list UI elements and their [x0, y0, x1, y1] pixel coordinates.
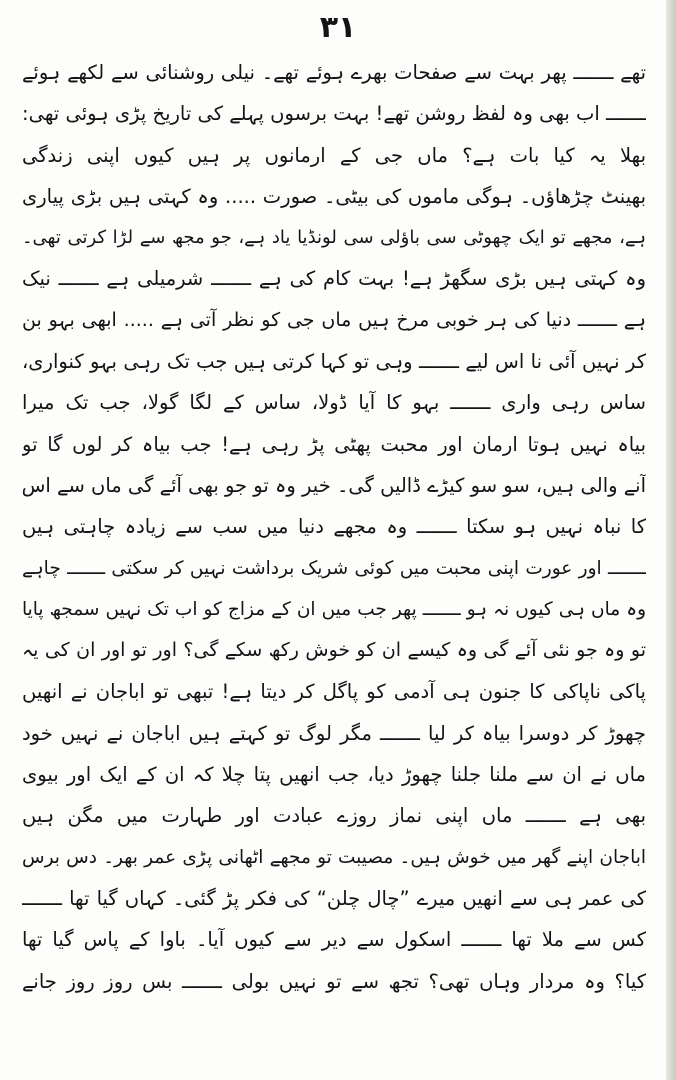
text-line: کی عمر ہی سے انھیں میرے ”چال چلن“ کی فکر پڑ گئی۔ کہاں گیا تھا ـــــــ	[22, 886, 646, 910]
text-line: بیاہ نہیں ہوتا ارمان اور محبت پھٹی پڑ رہی ہے! جب بیاہ کر لوں گا تو	[22, 432, 646, 456]
text-line: بھلا یہ کیا بات ہے؟ ماں جی کے ارمانوں پر ہیں کیوں اپنی زندگی	[22, 143, 646, 167]
text-line: بھینٹ چڑھاؤں۔ ہوگی ماموں کی بیٹی۔ صورت ..... وہ کہتی ہیں بڑی پیاری	[22, 184, 646, 208]
text-line: وہ کہتی ہیں بڑی سگھڑ ہے! بہت کام کی ہے ـــــــ شرمیلی ہے ـــــــ نیک	[22, 267, 646, 291]
text-line: کیا؟ وہ مردار وہاں تھی؟ تجھ سے تو نہیں بولی ـــــــ بس روز روز جانے	[22, 969, 646, 993]
text-line: آنے والی ہیں، سو سو کیڑے ڈالیں گی۔ خیر وہ تو جو بھی آئے گی ماں سے اس	[22, 473, 646, 497]
text-line: ـــــــ اور عورت اپنی محبت میں کوئی شریک برداشت نہیں کر سکتی ـــــــ چاہے	[22, 557, 646, 579]
text-line: بھی ہے ـــــــ ماں اپنی نماز روزے عبادت اور طہارت میں مگن ہیں	[22, 804, 646, 828]
page-body-text	[22, 52, 646, 1002]
text-line: تو وہ جو نئی آئے گی وہ کیسے ان کو خوش رکھ سکے گی؟ اور تو اور ان کی یہ	[22, 639, 646, 662]
text-line: کر نہیں آئی نا اس لیے ـــــــ وہی تو کہا کرتی ہیں جب تک رہی بہو کنواری،	[22, 350, 646, 374]
text-line: ماں نے ان سے ملنا جلنا چھوڑ دیا، جب انھیں پتا چلا کہ ان کے ایک اور بیوی	[22, 763, 646, 787]
text-line: تھے ـــــــ پھر بہت سے صفحات بھرے ہوئے تھے۔ نیلی روشنائی سے لکھے ہوئے	[22, 61, 646, 84]
page-edge-shadow	[666, 0, 676, 1080]
text-line: وہ ماں ہی کیوں نہ ہو ـــــــ پھر جب میں ان کے مزاج کو اب تک نہیں سمجھ پایا	[22, 598, 646, 620]
text-line: پاکی ناپاکی کا جنون ہی آدمی کو پاگل کر دیتا ہے! تبھی تو اباجان نے انھیں	[22, 680, 646, 704]
text-line: اباجان اپنے گھر میں خوش ہیں۔ مصیبت تو مجھے اٹھانی پڑی عمر بھر۔ دس برس	[22, 846, 646, 868]
text-line: کا نباہ نہیں ہو سکتا ـــــــ وہ مجھے دنیا میں سب سے زیادہ چاہتی ہیں	[22, 515, 646, 539]
text-line: ہے، مجھے تو ایک چھوٹی سی باؤلی سی لونڈیا یاد ہے، جو مجھ سے لڑا کرتی تھی۔	[22, 227, 646, 249]
text-line: کس سے ملا تھا ـــــــ اسکول سے دیر سے کیوں آیا۔ باوا کے پاس گیا تھا	[22, 928, 646, 952]
text-line: چھوڑ کر دوسرا بیاہ کر لیا ـــــــ مگر لوگ تو کہتے ہیں اباجان نے نہیں خود	[22, 721, 646, 745]
text-line: ہے ـــــــ دنیا کی ہر خوبی مرخ ہیں ماں جی کو نظر آتی ہے ..... ابھی بہو بن	[22, 308, 646, 331]
text-line: ساس رہی واری ـــــــ بہو کا آیا ڈولا، ساس کے لگا گولا، جب تک میرا	[22, 391, 646, 415]
text-line: ـــــــ اب بھی وہ لفظ روشن تھے! بہت برسوں پہلے کی تاریخ پڑی ہوئی تھی:	[22, 102, 646, 126]
page-number: ۳۱	[319, 10, 357, 45]
